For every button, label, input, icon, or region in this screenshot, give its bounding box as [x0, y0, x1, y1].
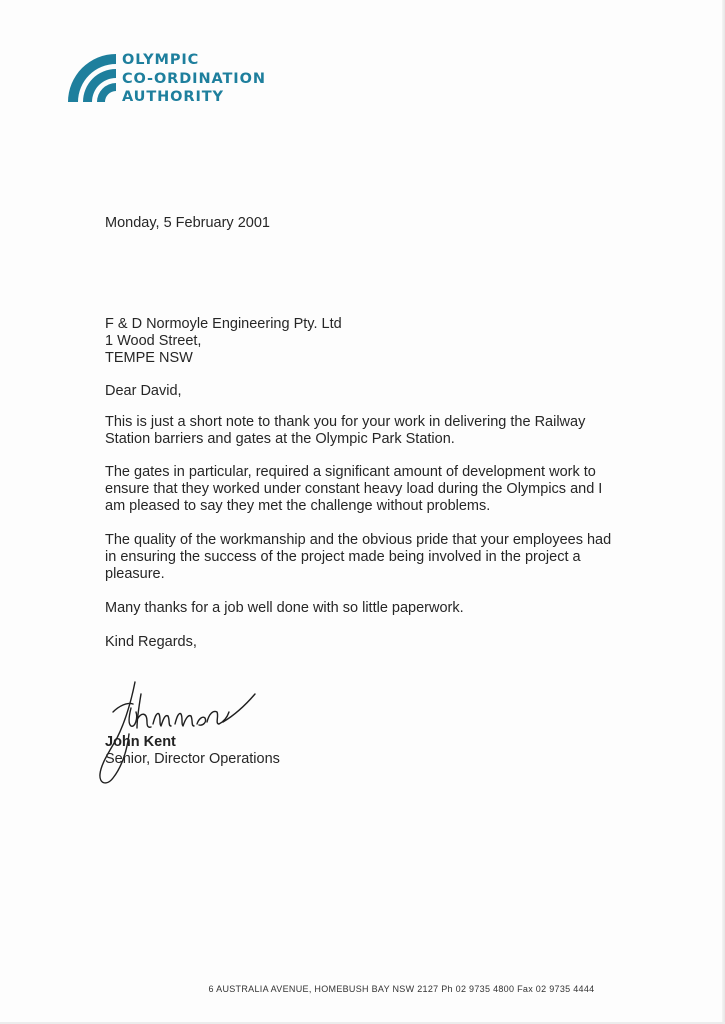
- footer-address: [0, 984, 725, 994]
- paragraph-3: [105, 532, 665, 583]
- paragraph-line: The gates in particular, required a significant amount of development work to: [105, 464, 596, 480]
- paragraph-line: ensure that they worked under constant heavy load during the Olympics and I: [105, 481, 603, 497]
- paragraph-line: Many thanks for a job well done with so little paperwork.: [105, 600, 464, 616]
- letter-date: Monday, 5 February 2001: [105, 215, 270, 231]
- logo-wordmark: [122, 51, 266, 107]
- signatory-title: Senior, Director Operations: [105, 751, 280, 767]
- logo-line-2: CO-ORDINATION: [122, 70, 266, 87]
- logo-line-1: OLYMPIC: [122, 52, 200, 68]
- recipient-city: TEMPE NSW: [105, 350, 193, 366]
- paragraph-2: [105, 464, 665, 515]
- paragraph-line: am pleased to say they met the challenge without problems.: [105, 498, 491, 514]
- greeting: Dear David,: [105, 383, 182, 399]
- closing: Kind Regards,: [105, 634, 197, 650]
- letterhead-logo: [66, 50, 286, 106]
- signatory-name: John Kent: [105, 734, 176, 750]
- paragraph-4: [105, 600, 665, 617]
- recipient-address: [105, 316, 665, 367]
- logo-line-3: AUTHORITY: [122, 89, 224, 105]
- footer-address-text: 6 AUSTRALIA AVENUE, HOMEBUSH BAY NSW 2127 Ph 02 9735 4800 Fax 02 9735 4444: [208, 984, 595, 994]
- olympic-arcs-icon: [66, 50, 122, 102]
- paragraph-line: The quality of the workmanship and the obvious pride that your employees had: [105, 532, 612, 548]
- handwritten-signature: [95, 672, 265, 790]
- paragraph-line: in ensuring the success of the project made being involved in the project a: [105, 549, 581, 565]
- paragraph-line: pleasure.: [105, 566, 165, 582]
- paragraph-1: [105, 414, 665, 448]
- recipient-company: F & D Normoyle Engineering Pty. Ltd: [105, 316, 342, 332]
- recipient-street: 1 Wood Street,: [105, 333, 202, 349]
- paragraph-line: Station barriers and gates at the Olympic Park Station.: [105, 431, 455, 447]
- paragraph-line: This is just a short note to thank you for your work in delivering the Railway: [105, 414, 586, 430]
